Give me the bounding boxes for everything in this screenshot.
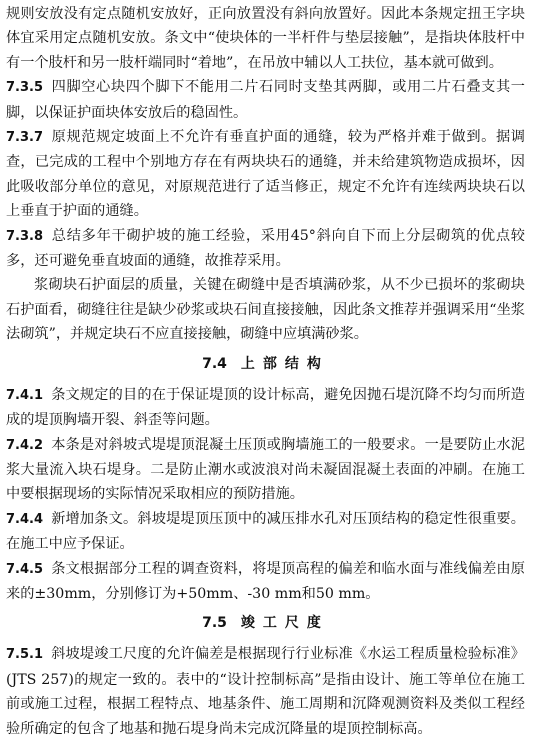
clause-text: 四脚空心块四个脚下不能用二片石同时支垫其两脚，或用二片石叠支其一脚，以保证护面块体安放后的稳固性。: [6, 79, 525, 121]
clause-text: 总结多年干砌护坡的施工经验，采用45°斜向自下而上分层砌筑的优点较多，还可避免垂直坡面的通缝，故推荐采用。: [6, 227, 525, 270]
section-title: 上部结构: [240, 355, 329, 372]
clause-text: 斜坡堤竣工尺度的允许偏差是根据现行行业标准《水运工程质量检验标准》(JTS 257)的规定一致的。表中的“设计控制标高”是指由设计、施工等单位在施工前或施工过程，根据工程特点、地基条件、施工周期和沉降观测资料及类似工程经验所确定的包含了地基和抛石堤身尚未完成沉降量的堤顶控制标高。: [6, 646, 525, 737]
clause-text: 条文根据部分工程的调查资料，将堤顶高程的偏差和临水面与准线偏差由原来的±30mm，分别修订为+50mm、-30 mm和50 mm。: [6, 560, 525, 602]
clause-text: 原规范规定坡面上不允许有垂直护面的通缝，较为严格并难于做到。据调查，已完成的工程中个别地方存在有两块块石的通缝，并未给建筑物造成损坏，因此吸收部分单位的意见，对原规范进行了适当修正，规定不允许有连续两块块石以上垂直于护面的通缝。: [6, 129, 525, 220]
section-number: 7.5: [202, 615, 227, 632]
section-heading-7-5: [6, 612, 525, 634]
section-number: 7.4: [202, 355, 227, 372]
paragraph-mortar: [6, 273, 525, 346]
clause-7-4-1: [6, 383, 525, 433]
section-heading-7-4: [6, 353, 525, 375]
clause-number: 7.4.4: [6, 511, 44, 527]
clause-7-4-4: [6, 507, 525, 557]
clause-number: 7.5.1: [6, 647, 44, 663]
clause-7-3-5: [6, 75, 525, 125]
clause-text: 本条是对斜坡式堤堤顶混凝土压顶或胸墙施工的一般要求。一是要防止水泥浆大量流入块石堤身。二是防止潮水或波浪对尚未凝固混凝土表面的冲刷。在施工中要根据现场的实际情况采取相应的预防措施。: [6, 436, 525, 503]
paragraph-continuation: [6, 2, 525, 75]
clause-7-3-7: [6, 125, 525, 224]
clause-number: 7.3.7: [6, 130, 44, 146]
clause-number: 7.4.1: [6, 387, 44, 403]
clause-7-5-1: [6, 642, 525, 741]
clause-7-3-8: [6, 224, 525, 274]
clause-number: 7.3.5: [6, 80, 44, 96]
clause-number: 7.4.5: [6, 561, 44, 577]
clause-text: 条文规定的目的在于保证堤顶的设计标高，避免因抛石堤沉降不均匀而所造成的堤顶胸墙开裂、斜歪等问题。: [6, 386, 525, 429]
clause-7-4-2: [6, 433, 525, 507]
paragraph-text: 浆砌块石护面层的质量，关键在砌缝中是否填满砂浆，从不少已损坏的浆砌块石护面看，砌缝往往是缺少砂浆或块石间直接接触，因此条文推荐并强调采用“坐浆法砌筑”，并规定块石不应直接接触，砌缝中应填满砂浆。: [6, 277, 525, 343]
section-title: 竣工尺度: [240, 615, 329, 632]
clause-number: 7.3.8: [6, 228, 44, 244]
paragraph-text: 规则安放没有定点随机安放好，正向放置没有斜向放置好。因此本条规定扭王字块体宜采用定点随机安放。条文中“使块体的一半杆件与垫层接触”，是指块体肢杆中有一个肢杆和另一肢杆端同时“着地”，在吊放中辅以人工扶位，基本就可做到。: [6, 6, 525, 71]
clause-7-4-5: [6, 557, 525, 607]
clause-number: 7.4.2: [6, 437, 44, 453]
clause-text: 新增加条文。斜坡堤堤顶压顶中的减压排水孔对压顶结构的稳定性很重要。在施工中应予保证。: [6, 510, 525, 553]
